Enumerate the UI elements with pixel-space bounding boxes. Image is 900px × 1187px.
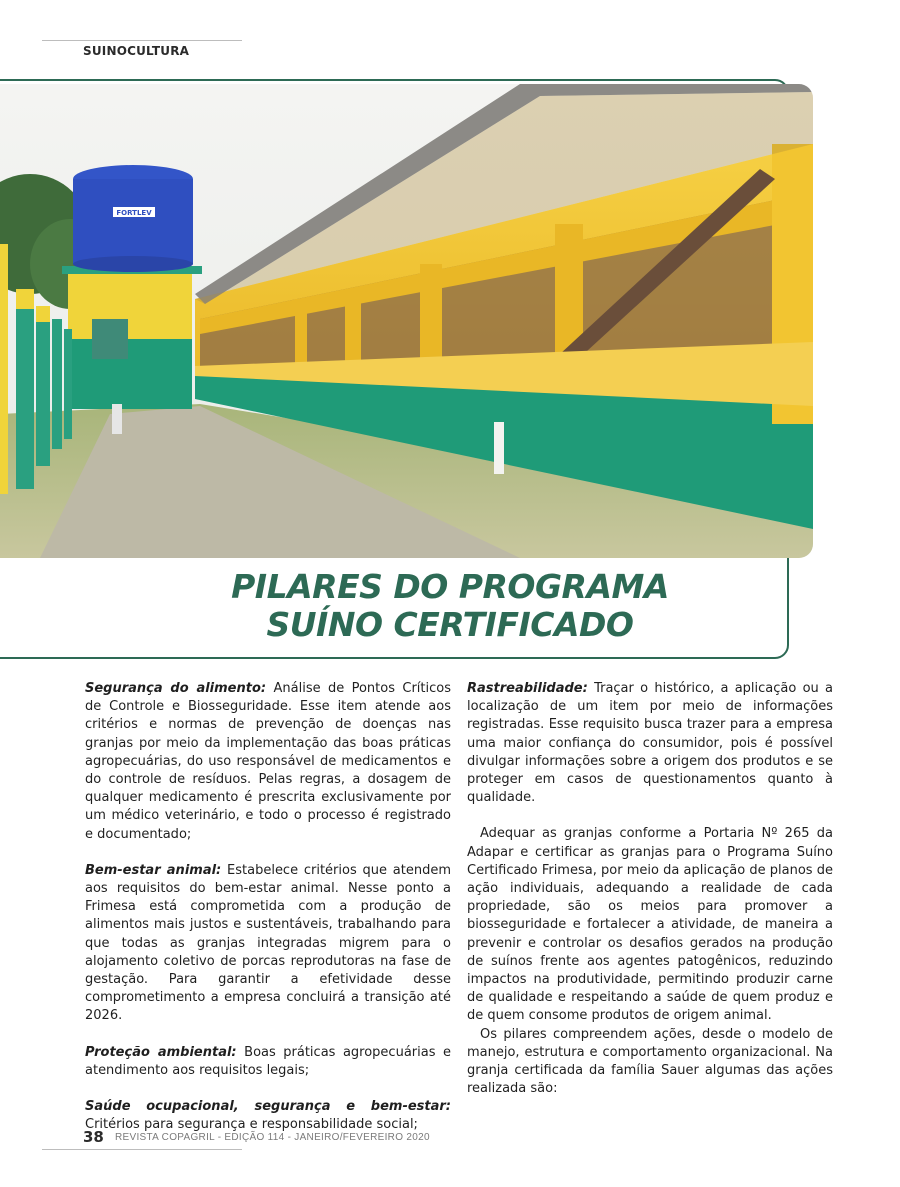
right-column: [467, 680, 833, 1116]
paragraph-pilares: Os pilares compreendem ações, desde o modelo de manejo, estrutura e comportamento organizacional. Na granja certificada da família Sauer algumas das ações realizada são:: [467, 1026, 833, 1097]
lead-occupational: Saúde ocupacional, segurança e bem-estar:: [85, 1099, 451, 1115]
tank-brand: FORTLEV: [116, 209, 152, 217]
lead-food-safety: Segurança do alimento:: [85, 681, 267, 696]
paragraph-environment: [85, 1044, 451, 1080]
footer-rule: [42, 1149, 242, 1150]
paragraph-adequar: Adequar as granjas conforme a Portaria Nº 265 da Adapar e certificar as granjas para o Programa Suíno Certificado Frimesa, por meio da aplicação de planos de ação individuais, adequando a realidade de cada propriedade, são os meios para promover a biosseguridade e fortalecer a atividade, de maneira a prevenir e controlar os desafios gerados na produção de suínos frente aos agentes patogênicos, reduzindo impactos na produtividade, permitindo produzir carne de qualidade e respeitando a saúde de quem produz e de quem consome produtos de origem animal.: [467, 826, 833, 1024]
headline-line-2: SUÍNO CERTIFICADO: [266, 605, 634, 644]
article-headline: [180, 568, 720, 644]
farm-photo: [0, 84, 813, 558]
paragraph-occupational: [85, 1098, 451, 1134]
headline-line-1: PILARES DO PROGRAMA: [231, 567, 669, 606]
paragraph-animal-welfare: [85, 862, 451, 1026]
page-number: 38: [83, 1128, 104, 1146]
header-rule: [42, 40, 242, 41]
section-label: SUINOCULTURA: [83, 44, 190, 58]
text-animal-welfare: Estabelece critérios que atendem aos requisitos do bem-estar animal. Nesse ponto a Frimesa está comprometida com a produção de alimentos mais justos e sustentáveis, trabalhando para que todas as granjas integradas migrem para o alojamento coletivo de porcas reprodutoras na fase de gestação. Para garantir a efetividade desse comprometimento a empresa concluirá a transição até 2026.: [85, 862, 451, 1024]
left-column: [85, 680, 451, 1152]
lead-traceability: Rastreabilidade:: [467, 681, 588, 696]
paragraph-food-safety: [85, 680, 451, 844]
text-occupational: Critérios para segurança e responsabilidade social;: [85, 1117, 418, 1133]
lead-environment: Proteção ambiental:: [85, 1044, 237, 1060]
text-food-safety: Análise de Pontos Críticos de Controle e Biosseguridade. Esse item atende aos critérios e normas de prevenção de doenças nas granjas por meio da implementação das boas práticas agropecuárias, do uso responsável de medicamentos e do controle de resíduos. Pelas regras, a dosagem de qualquer medicamento é prescrita exclusivamente por um médico veterinário, e todo o processo é registrado e documentado;: [85, 681, 452, 842]
text-environment: Boas práticas agropecuárias e atendimento aos requisitos legais;: [85, 1044, 452, 1078]
paragraph-traceability: [467, 680, 833, 807]
lead-animal-welfare: Bem-estar animal:: [85, 862, 222, 878]
publication-info: REVISTA COPAGRIL - EDIÇÃO 114 - JANEIRO/FEVEREIRO 2020: [115, 1132, 430, 1143]
text-traceability: Traçar o histórico, a aplicação ou a localização de um item por meio de informações registradas. Esse requisito busca trazer para a empresa uma maior confiança do consumidor, pois é possível divulgar informações sobre a origem dos produtos e se proteger em casos de questionamentos quanto à qualidade.: [467, 681, 833, 806]
